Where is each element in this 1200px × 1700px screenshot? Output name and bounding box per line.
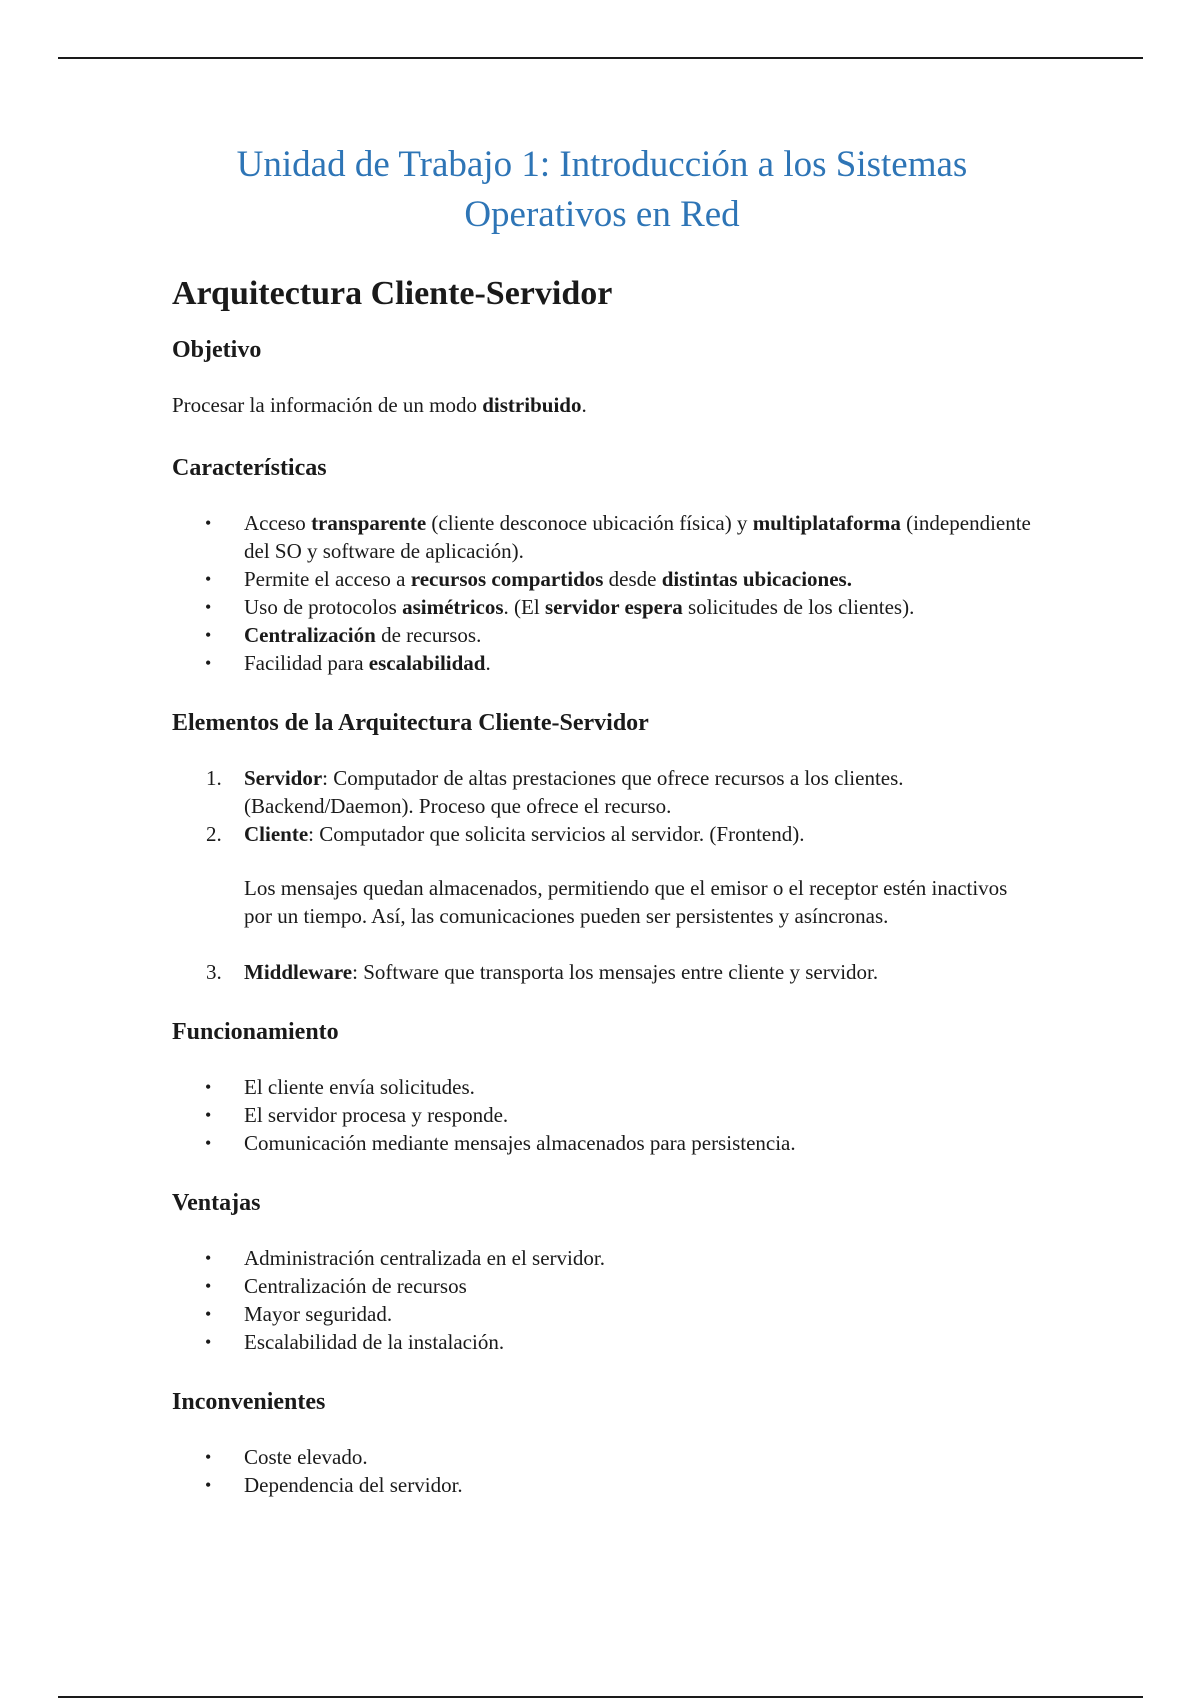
bullet-marker: • (205, 513, 212, 533)
bullet-marker: • (205, 653, 212, 673)
elementos-list-continued (172, 958, 1032, 986)
section-heading: Arquitectura Cliente-Servidor (172, 275, 613, 312)
funcionamiento-heading: Funcionamiento (172, 1019, 339, 1045)
list-number: 1. (206, 766, 222, 790)
bullet-marker: • (205, 1276, 212, 1296)
list-item: • Acceso transparente (cliente desconoce ubicación física) y multiplataforma (independiente del SO y software de aplicación). (205, 511, 1031, 563)
bullet-marker: • (205, 1133, 212, 1153)
caracteristicas-list (172, 509, 1032, 677)
bullet-marker: • (205, 1077, 212, 1097)
list-item: 2. Cliente: Computador que solicita servicios al servidor. (Frontend). (206, 822, 805, 846)
list-item: • El servidor procesa y responde. (205, 1103, 509, 1127)
elementos-note: Los mensajes quedan almacenados, permitiendo que el emisor o el receptor estén inactivos por un tiempo. Así, las comunicaciones pueden ser persistentes y asíncronas. (244, 876, 1008, 928)
inconvenientes-heading: Inconvenientes (172, 1389, 326, 1415)
bullet-marker: • (205, 597, 212, 617)
header-rule (58, 57, 1143, 59)
list-number: 3. (206, 960, 222, 984)
list-item: • Facilidad para escalabilidad. (205, 651, 491, 675)
list-item: • Centralización de recursos (205, 1274, 467, 1298)
objetivo-heading: Objetivo (172, 337, 262, 363)
bullet-marker: • (205, 1332, 212, 1352)
list-item: • El cliente envía solicitudes. (205, 1075, 475, 1099)
list-number: 2. (206, 822, 222, 846)
elementos-list (172, 764, 1032, 848)
document-body (172, 140, 1032, 1529)
list-item: • Comunicación mediante mensajes almacenados para persistencia. (205, 1131, 796, 1155)
bullet-marker: • (205, 569, 212, 589)
bullet-marker: • (205, 1304, 212, 1324)
bullet-marker: • (205, 1475, 212, 1495)
elementos-heading: Elementos de la Arquitectura Cliente-Servidor (172, 710, 649, 736)
list-item: • Centralización de recursos. (205, 623, 482, 647)
bullet-marker: • (205, 1248, 212, 1268)
list-item: • Escalabilidad de la instalación. (205, 1330, 505, 1354)
document-title-line-2: Operativos en Red (464, 194, 740, 235)
inconvenientes-list (172, 1443, 1032, 1499)
list-item: • Uso de protocolos asimétricos. (El servidor espera solicitudes de los clientes). (205, 595, 915, 619)
list-item: • Permite el acceso a recursos compartidos desde distintas ubicaciones. (205, 567, 852, 591)
footer-rule (58, 1696, 1143, 1698)
document-title-line-1: Unidad de Trabajo 1: Introducción a los Sistemas (236, 144, 968, 185)
ventajas-list (172, 1244, 1032, 1356)
list-item: • Mayor seguridad. (205, 1302, 393, 1326)
list-item: • Dependencia del servidor. (205, 1473, 463, 1497)
list-item: • Administración centralizada en el servidor. (205, 1246, 605, 1270)
ventajas-heading: Ventajas (172, 1190, 261, 1216)
objetivo-text: Procesar la información de un modo distribuido. (172, 393, 587, 417)
document-title (162, 140, 1042, 240)
list-item: • Coste elevado. (205, 1445, 368, 1469)
caracteristicas-heading: Características (172, 455, 327, 481)
list-item: 1. Servidor: Computador de altas prestaciones que ofrece recursos a los clientes. (Backend/Daemon). Proceso que ofrece el recurso. (206, 766, 904, 818)
funcionamiento-list (172, 1073, 1032, 1157)
bullet-marker: • (205, 1105, 212, 1125)
bullet-marker: • (205, 625, 212, 645)
bullet-marker: • (205, 1447, 212, 1467)
list-item: 3. Middleware: Software que transporta los mensajes entre cliente y servidor. (206, 960, 879, 984)
